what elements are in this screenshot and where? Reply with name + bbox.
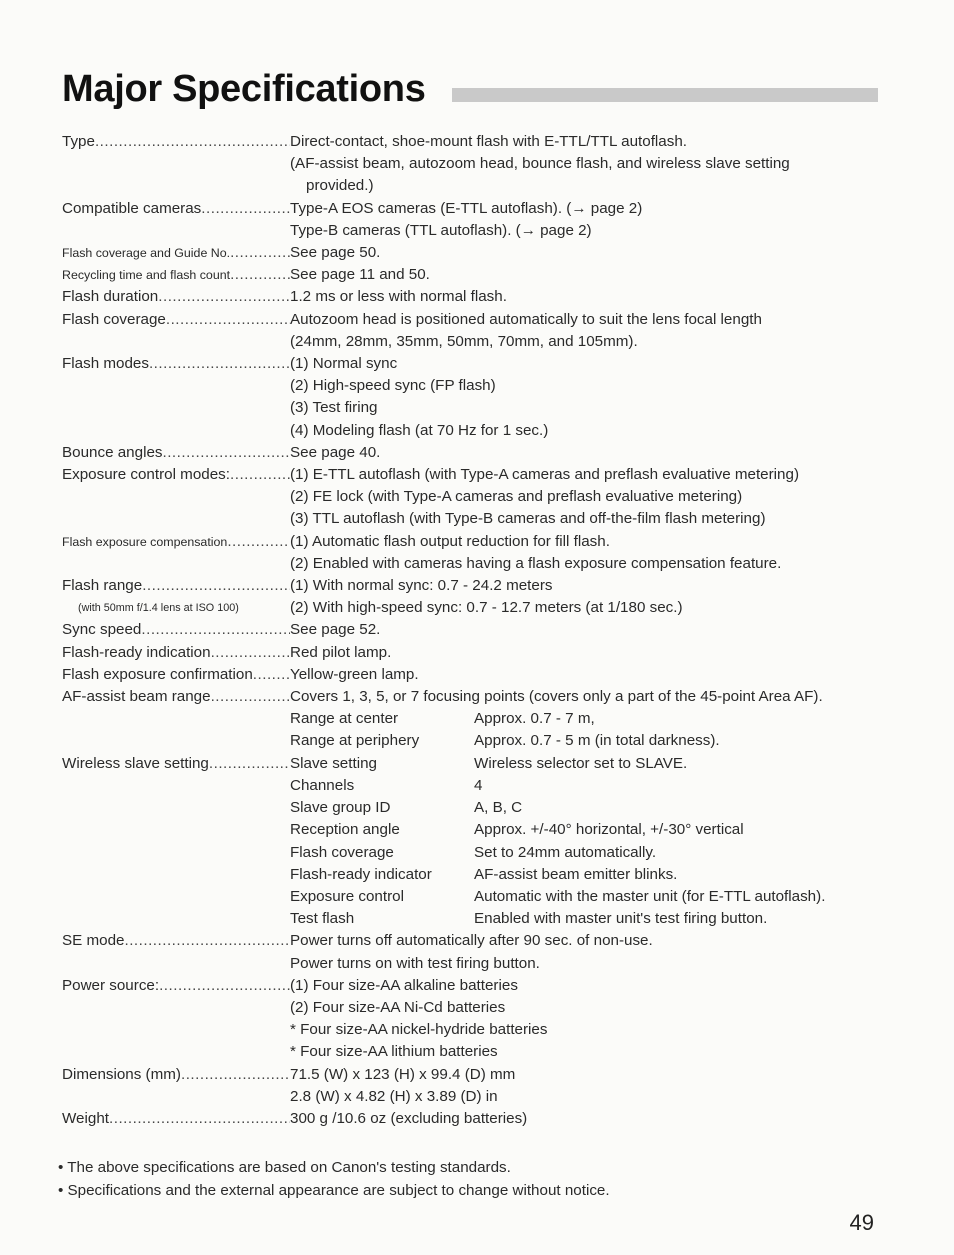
leader-dots [62,708,290,730]
leader-dots [166,309,290,331]
spec-label [62,997,290,1019]
spec-value: (2) High-speed sync (FP flash) [290,377,496,395]
spec-subvalue: AF-assist beam emitter blinks. [474,865,678,883]
leader-dots [62,775,290,797]
spec-label [62,619,290,641]
title-rule-bar [452,88,878,102]
spec-row [62,264,892,286]
spec-row [62,842,892,864]
spec-label-text: Flash-ready indication [62,643,211,661]
spec-value: (1) Automatic flash output reduction for fill flash. [290,532,610,550]
spec-row [62,442,892,464]
spec-label-text: AF-assist beam range [62,688,211,706]
spec-row [62,908,892,930]
spec-row [62,309,892,331]
spec-value: (3) Test firing [290,399,378,417]
spec-value [290,730,892,752]
spec-row [62,597,892,619]
spec-row [62,508,892,530]
spec-value: (3) TTL autoflash (with Type-B cameras and off-the-film flash metering) [290,510,766,528]
leader-dots [230,242,290,264]
spec-row [62,464,892,486]
spec-value: * Four size-AA nickel-hydride batteries [290,1021,548,1039]
leader-dots [142,575,290,597]
spec-row [62,1086,892,1108]
spec-label [62,286,290,308]
spec-label-text: Exposure control modes: [62,466,230,484]
spec-label-text: Bounce angles [62,443,163,461]
spec-row [62,575,892,597]
spec-label [62,753,290,775]
spec-value: Yellow-green lamp. [290,665,419,683]
leader-dots [62,1086,290,1108]
spec-label [62,642,290,664]
spec-value: Autozoom head is positioned automatically to suit the lens focal length [290,310,762,328]
leader-dots [62,486,290,508]
spec-value: (2) With high-speed sync: 0.7 - 12.7 meters (at 1/180 sec.) [290,599,683,617]
spec-label-text: Flash modes [62,355,149,373]
spec-row [62,153,892,175]
leader-dots [201,198,290,220]
spec-label [62,420,290,442]
spec-value: (1) E-TTL autoflash (with Type-A cameras and preflash evaluative metering) [290,466,800,484]
spec-subvalue: A, B, C [474,799,523,817]
spec-value [290,886,892,908]
spec-row [62,286,892,308]
footnotes [58,1156,610,1202]
spec-value: Power turns on with test firing button. [290,954,540,972]
spec-subkey: Flash coverage [290,843,394,861]
spec-label [62,531,290,553]
spec-label [62,975,290,997]
leader-dots [62,864,290,886]
leader-dots [62,420,290,442]
spec-row [62,619,892,641]
spec-value: (1) With normal sync: 0.7 - 24.2 meters [290,577,553,595]
spec-value: (1) Normal sync [290,355,398,373]
specifications-list [62,131,892,1130]
spec-subkey: Flash-ready indicator [290,865,432,883]
spec-label [62,331,290,353]
spec-subvalue: Approx. 0.7 - 5 m (in total darkness). [474,732,720,750]
spec-row [62,708,892,730]
spec-row [62,242,892,264]
leader-dots [62,797,290,819]
spec-subvalue: Approx. 0.7 - 7 m, [474,710,595,728]
spec-subkey: Test flash [290,910,355,928]
spec-label [62,442,290,464]
leader-dots [62,1019,290,1041]
spec-subkey: Reception angle [290,821,400,839]
leader-dots [62,886,290,908]
spec-label [62,597,290,619]
leader-dots [159,975,290,997]
spec-row [62,730,892,752]
leader-dots [211,686,290,708]
leader-dots [209,753,290,775]
spec-value [290,842,892,864]
spec-row [62,353,892,375]
spec-label [62,242,290,264]
spec-label [62,953,290,975]
spec-row [62,686,892,708]
spec-label [62,375,290,397]
spec-subkey: Slave group ID [290,799,391,817]
spec-label [62,930,290,952]
spec-value: 2.8 (W) x 4.82 (H) x 3.89 (D) in [290,1087,498,1105]
leader-dots [62,842,290,864]
spec-row [62,553,892,575]
leader-dots [95,131,290,153]
spec-row [62,819,892,841]
spec-row [62,975,892,997]
spec-label [62,864,290,886]
spec-row [62,1019,892,1041]
spec-value: (2) Enabled with cameras having a flash exposure compensation feature. [290,554,782,572]
spec-row [62,531,892,553]
spec-row [62,1041,892,1063]
spec-value [290,797,892,819]
leader-dots [62,375,290,397]
spec-row [62,198,892,220]
spec-label-text: Weight [62,1109,109,1127]
spec-label [62,309,290,331]
spec-row [62,797,892,819]
spec-value: provided.) [306,177,374,195]
leader-dots [62,508,290,530]
spec-label [62,353,290,375]
spec-subvalue: Approx. +/-40° horizontal, +/-30° vertical [474,821,744,839]
spec-label [62,131,290,153]
spec-label [62,797,290,819]
leader-dots [230,264,290,286]
leader-dots [62,908,290,930]
spec-label [62,153,290,175]
leader-dots [211,642,290,664]
spec-label-text: Flash coverage [62,310,166,328]
spec-row [62,753,892,775]
spec-value [290,864,892,886]
leader-dots [227,531,290,553]
spec-label [62,397,290,419]
spec-label [62,508,290,530]
spec-label-text: Type [62,133,95,150]
spec-value: Type-B cameras (TTL autoflash). (→ page 2) [290,221,592,239]
spec-value: (AF-assist beam, autozoom head, bounce flash, and wireless slave setting [290,155,790,173]
leader-dots [162,442,290,464]
spec-value [290,908,892,930]
spec-label [62,464,290,486]
footnote: • The above specifications are based on Canon's testing standards. [58,1159,511,1176]
spec-label [62,264,290,286]
footnote: • Specifications and the external appearance are subject to change without notice. [58,1182,610,1199]
spec-row [62,997,892,1019]
spec-label [62,553,290,575]
leader-dots [239,597,290,619]
spec-label [62,1108,290,1130]
spec-label [62,220,290,242]
spec-row [62,953,892,975]
spec-value: (2) FE lock (with Type-A cameras and preflash evaluative metering) [290,488,743,506]
spec-value: (1) Four size-AA alkaline batteries [290,976,518,994]
spec-value [290,775,892,797]
leader-dots [124,930,290,952]
spec-value: 300 g /10.6 oz (excluding batteries) [290,1109,528,1127]
spec-value: See page 11 and 50. [290,266,430,284]
leader-dots [62,730,290,752]
spec-row [62,220,892,242]
spec-row [62,886,892,908]
spec-value: Covers 1, 3, 5, or 7 focusing points (covers only a part of the 45-point Area AF). [290,688,823,706]
leader-dots [62,331,290,353]
spec-subvalue: Automatic with the master unit (for E-TTL autoflash). [474,887,826,905]
spec-subvalue: Wireless selector set to SLAVE. [474,754,688,772]
spec-label [62,819,290,841]
spec-label [62,730,290,752]
spec-label-text: Flash exposure compensation [62,534,228,549]
leader-dots [62,553,290,575]
spec-subkey: Range at periphery [290,732,420,750]
page-number: 49 [849,1210,874,1235]
spec-row [62,775,892,797]
leader-dots [62,153,290,175]
spec-subkey: Channels [290,776,355,794]
spec-row [62,131,892,153]
spec-label [62,198,290,220]
spec-label-text: SE mode [62,932,125,950]
spec-value [290,708,892,730]
spec-label-text: Compatible cameras [62,199,202,217]
spec-label-text: (with 50mm f/1.4 lens at ISO 100) [78,602,239,615]
spec-value: Red pilot lamp. [290,643,392,661]
spec-label [62,908,290,930]
leader-dots [62,175,290,197]
spec-label [62,686,290,708]
spec-label [62,175,290,197]
leader-dots [253,664,290,686]
leader-dots [109,1108,290,1130]
spec-row [62,1064,892,1086]
spec-label [62,1064,290,1086]
spec-value [290,753,892,775]
spec-value: * Four size-AA lithium batteries [290,1043,498,1061]
spec-subkey: Slave setting [290,754,377,772]
spec-label-text: Flash exposure confirmation [62,665,253,683]
leader-dots [149,353,290,375]
spec-label [62,1019,290,1041]
spec-subvalue: Enabled with master unit's test firing button. [474,910,768,928]
leader-dots [62,397,290,419]
spec-value: See page 50. [290,244,381,262]
spec-row [62,486,892,508]
spec-label-text: Sync speed [62,621,142,639]
spec-label [62,775,290,797]
spec-row [62,930,892,952]
spec-row [62,642,892,664]
spec-value: (24mm, 28mm, 35mm, 50mm, 70mm, and 105mm). [290,332,638,350]
spec-label [62,486,290,508]
spec-value: Direct-contact, shoe-mount flash with E-TTL/TTL autoflash. [290,133,687,150]
leader-dots [62,953,290,975]
spec-row [62,175,892,197]
spec-label [62,1086,290,1108]
spec-label [62,1041,290,1063]
spec-label [62,708,290,730]
spec-row [62,420,892,442]
spec-label-text: Flash duration [62,288,159,306]
leader-dots [158,286,290,308]
page-title: Major Specifications [62,66,434,112]
spec-label-text: Wireless slave setting [62,754,209,772]
spec-label [62,664,290,686]
spec-value: See page 52. [290,621,381,639]
spec-subkey: Range at center [290,710,399,728]
spec-value: 1.2 ms or less with normal flash. [290,288,507,306]
leader-dots [181,1064,290,1086]
spec-row [62,864,892,886]
leader-dots [230,464,290,486]
leader-dots [62,997,290,1019]
spec-label [62,886,290,908]
spec-label-text: Dimensions (mm) [62,1065,181,1083]
spec-value: 71.5 (W) x 123 (H) x 99.4 (D) mm [290,1065,516,1083]
spec-row [62,331,892,353]
title-area [62,66,878,112]
spec-label [62,575,290,597]
spec-subvalue: Set to 24mm automatically. [474,843,657,861]
spec-row [62,375,892,397]
spec-value: See page 40. [290,443,381,461]
leader-dots [62,220,290,242]
spec-label [62,842,290,864]
spec-label-text: Recycling time and flash count [62,268,231,283]
spec-subvalue: 4 [474,776,483,794]
spec-value: (2) Four size-AA Ni-Cd batteries [290,998,506,1016]
spec-row [62,664,892,686]
spec-label-text: Flash range [62,577,143,595]
leader-dots [62,1041,290,1063]
spec-value: (4) Modeling flash (at 70 Hz for 1 sec.) [290,421,549,439]
leader-dots [141,619,290,641]
spec-row [62,1108,892,1130]
spec-value [290,819,892,841]
spec-value: Type-A EOS cameras (E-TTL autoflash). (→ page 2) [290,199,643,217]
leader-dots [62,819,290,841]
spec-subkey: Exposure control [290,887,404,905]
spec-row [62,397,892,419]
spec-value: Power turns off automatically after 90 sec. of non-use. [290,932,653,950]
spec-label-text: Power source: [62,976,160,994]
spec-label-text: Flash coverage and Guide No. [62,246,231,261]
